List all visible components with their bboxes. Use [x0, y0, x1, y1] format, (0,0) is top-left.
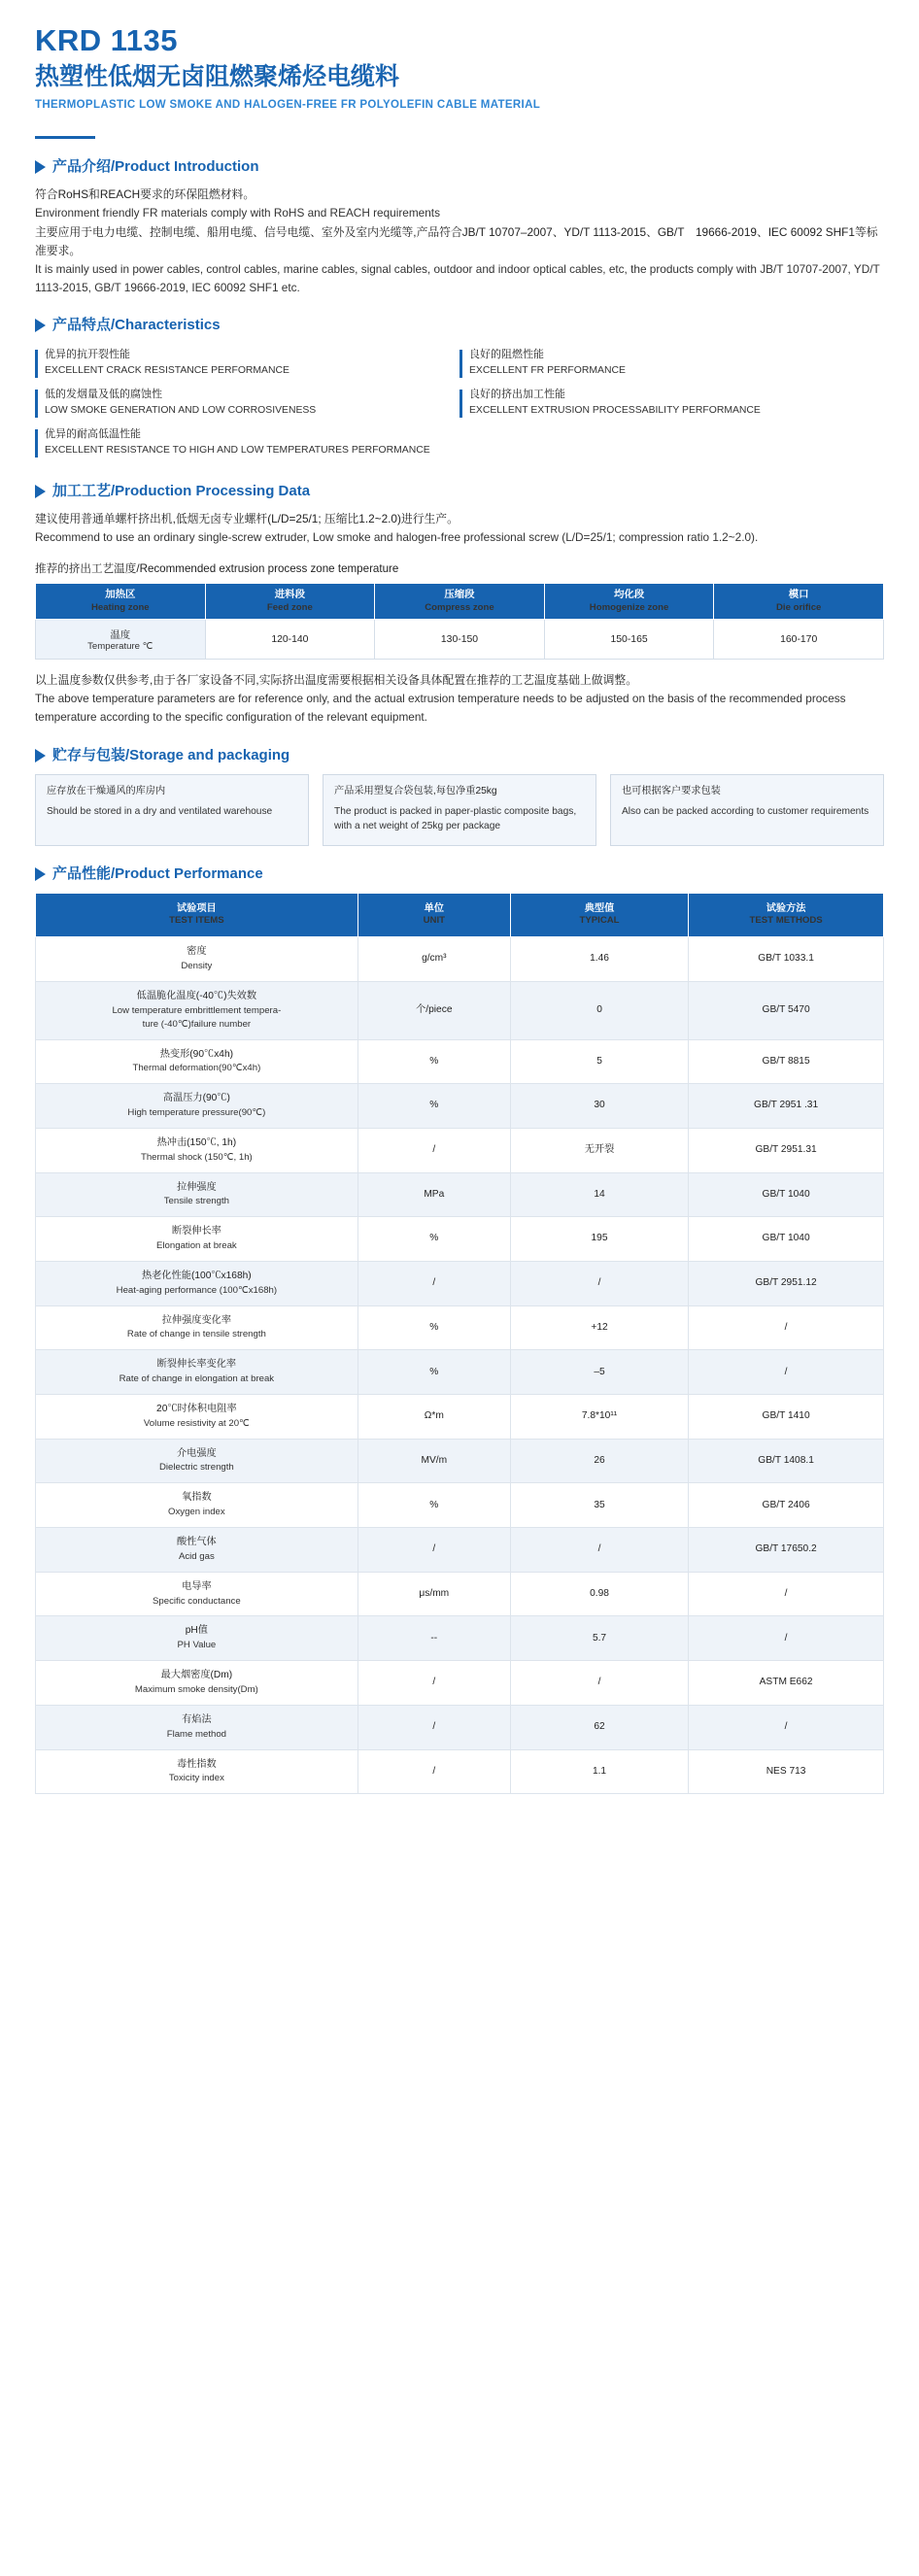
test-item: 氧指数 Oxygen index — [36, 1483, 358, 1528]
test-typical: 30 — [510, 1084, 688, 1129]
temp-header-homogenize: 均化段 Homogenize zone — [544, 584, 714, 620]
bar-marker-icon — [460, 390, 462, 418]
temperature-table-caption: 推荐的挤出工艺温度/Recommended extrusion process zone temperature — [35, 562, 399, 576]
test-typical: 62 — [510, 1705, 688, 1749]
section-title: 加工工艺/Production Processing Data — [52, 483, 311, 499]
test-method: GB/T 17650.2 — [689, 1528, 884, 1573]
performance-rows — [36, 937, 884, 1794]
characteristic-en: EXCELLENT EXTRUSION PROCESSABILITY PERFORMANCE — [469, 404, 761, 416]
storage-text-cn: 产品采用塑复合袋包装,每包净重25kg — [334, 785, 497, 797]
section-product-introduction — [0, 158, 919, 297]
test-item: 密度 Density — [36, 937, 358, 982]
storage-box-custom — [610, 774, 884, 846]
section-title: 贮存与包装/Storage and packaging — [52, 746, 290, 763]
triangle-bullet-icon — [35, 749, 46, 763]
test-unit: MPa — [357, 1172, 510, 1217]
temp-row-label: 温度 Temperature ℃ — [36, 620, 206, 660]
test-unit: % — [357, 1483, 510, 1528]
test-item: 断裂伸长率变化率 Rate of change in elongation at break — [36, 1350, 358, 1395]
test-unit: -- — [357, 1616, 510, 1661]
table-row — [36, 1350, 884, 1395]
characteristics-list — [35, 344, 884, 463]
storage-text-en: Also can be packed according to customer requirements — [622, 806, 869, 818]
test-method: NES 713 — [689, 1749, 884, 1794]
table-row — [36, 981, 884, 1039]
test-method: GB/T 1033.1 — [689, 937, 884, 982]
test-unit: % — [357, 1039, 510, 1084]
list-item — [35, 424, 460, 463]
test-method: / — [689, 1705, 884, 1749]
table-header-row — [36, 584, 884, 620]
test-unit: MV/m — [357, 1439, 510, 1483]
test-unit: μs/mm — [357, 1572, 510, 1616]
test-item: 20℃时体积电阻率 Volume resistivity at 20℃ — [36, 1395, 358, 1440]
test-item: 最大烟密度(Dm) Maximum smoke density(Dm) — [36, 1661, 358, 1706]
test-unit: Ω*m — [357, 1395, 510, 1440]
test-item: 低温脆化温度(-40℃)失效数 Low temperature embrittlement tempera- ture (-40℃)failure number — [36, 981, 358, 1039]
bar-marker-icon — [35, 429, 38, 458]
section-product-performance — [0, 865, 919, 1795]
triangle-bullet-icon — [35, 867, 46, 881]
test-typical: 无开裂 — [510, 1128, 688, 1172]
header-divider — [35, 136, 95, 139]
table-row — [36, 1616, 884, 1661]
table-row — [36, 1039, 884, 1084]
intro-line-1-en: Environment friendly FR materials comply with RoHS and REACH requirements — [35, 206, 440, 220]
test-method: GB/T 2406 — [689, 1483, 884, 1528]
test-method: / — [689, 1572, 884, 1616]
test-method: GB/T 1040 — [689, 1217, 884, 1262]
temp-header-compress: 压缩段 Compress zone — [375, 584, 545, 620]
test-item: 毒性指数 Toxicity index — [36, 1749, 358, 1794]
test-method: GB/T 1410 — [689, 1395, 884, 1440]
table-row — [36, 1395, 884, 1440]
temp-value-homogenize: 150-165 — [544, 620, 714, 660]
triangle-bullet-icon — [35, 485, 46, 498]
product-title-cn: 热塑性低烟无卤阻燃聚烯烃电缆料 — [35, 62, 400, 90]
test-unit: 个/piece — [357, 981, 510, 1039]
characteristic-en: LOW SMOKE GENERATION AND LOW CORROSIVENESS — [45, 404, 317, 416]
test-item: 高温压力(90℃) High temperature pressure(90℃) — [36, 1084, 358, 1129]
table-header-row — [36, 893, 884, 937]
table-row — [36, 1084, 884, 1129]
test-method: GB/T 2951.31 — [689, 1128, 884, 1172]
bar-marker-icon — [460, 350, 462, 378]
storage-boxes — [35, 774, 884, 846]
characteristic-cn: 优异的耐高低温性能 — [45, 427, 141, 440]
table-row — [36, 1305, 884, 1350]
test-item: 有焰法 Flame method — [36, 1705, 358, 1749]
test-typical: / — [510, 1661, 688, 1706]
table-row — [36, 1528, 884, 1573]
table-row — [36, 1749, 884, 1794]
processing-note-en: The above temperature parameters are for reference only, and the actual extrusion temperature needs to be adjusted on the basis of the recommended process temperature according to the specific configuration of the relevant equipment. — [35, 692, 846, 725]
test-item: 介电强度 Dielectric strength — [36, 1439, 358, 1483]
perf-header-items: 试验项目 TEST ITEMS — [36, 893, 358, 937]
characteristic-cn: 优异的抗开裂性能 — [45, 348, 130, 360]
section-heading — [35, 317, 884, 334]
test-item: 拉伸强度变化率 Rate of change in tensile strength — [36, 1305, 358, 1350]
test-typical: 195 — [510, 1217, 688, 1262]
test-typical: 35 — [510, 1483, 688, 1528]
test-typical: 14 — [510, 1172, 688, 1217]
temp-header-zone: 加热区 Heating zone — [36, 584, 206, 620]
test-typical: –5 — [510, 1350, 688, 1395]
temp-header-die: 模口 Die orifice — [714, 584, 884, 620]
storage-text-cn: 也可根据客户要求包装 — [622, 785, 721, 797]
test-method: GB/T 1408.1 — [689, 1439, 884, 1483]
perf-header-methods: 试验方法 TEST METHODS — [689, 893, 884, 937]
characteristic-cn: 良好的阻燃性能 — [469, 348, 544, 360]
test-method: / — [689, 1616, 884, 1661]
section-heading — [35, 483, 884, 500]
test-unit: / — [357, 1261, 510, 1305]
storage-box-packaging — [323, 774, 596, 846]
intro-line-1-cn: 符合RoHS和REACH要求的环保阻燃材料。 — [35, 187, 255, 202]
characteristic-en: EXCELLENT FR PERFORMANCE — [469, 364, 626, 376]
test-method: / — [689, 1350, 884, 1395]
test-unit: / — [357, 1128, 510, 1172]
table-row — [36, 1572, 884, 1616]
storage-text-en: The product is packed in paper-plastic composite bags, with a net weight of 25kg per package — [334, 806, 577, 832]
temp-value-die: 160-170 — [714, 620, 884, 660]
list-item — [460, 384, 884, 424]
product-performance-table — [35, 893, 884, 1795]
intro-line-2-en: It is mainly used in power cables, control cables, marine cables, signal cables, outdoor and indoor optical cables, etc, the products comply with JB/T 10707-2007, YD/T 1113-2015, GB/T 19666-2019, IEC 60092 SHF1 etc. — [35, 261, 880, 294]
test-unit: / — [357, 1749, 510, 1794]
processing-paragraph — [35, 510, 884, 547]
characteristic-en: EXCELLENT CRACK RESISTANCE PERFORMANCE — [45, 364, 289, 376]
test-typical: 5.7 — [510, 1616, 688, 1661]
temp-value-feed: 120-140 — [205, 620, 375, 660]
list-item — [35, 384, 460, 424]
triangle-bullet-icon — [35, 319, 46, 332]
test-unit: / — [357, 1661, 510, 1706]
test-method: GB/T 2951 .31 — [689, 1084, 884, 1129]
table-row — [36, 1261, 884, 1305]
temp-value-compress: 130-150 — [375, 620, 545, 660]
bar-marker-icon — [35, 390, 38, 418]
test-unit: / — [357, 1705, 510, 1749]
storage-text-cn: 应存放在干燥通风的库房内 — [47, 785, 166, 797]
test-unit: / — [357, 1528, 510, 1573]
test-unit: g/cm³ — [357, 937, 510, 982]
section-title: 产品介绍/Product Introduction — [52, 158, 259, 176]
storage-text-en: Should be stored in a dry and ventilated warehouse — [47, 806, 273, 818]
section-characteristics — [0, 317, 919, 463]
table-row — [36, 1217, 884, 1262]
test-typical: 26 — [510, 1439, 688, 1483]
test-typical: +12 — [510, 1305, 688, 1350]
test-typical: 1.46 — [510, 937, 688, 982]
test-method: GB/T 5470 — [689, 981, 884, 1039]
test-unit: % — [357, 1084, 510, 1129]
storage-box-warehouse — [35, 774, 309, 846]
test-method: GB/T 8815 — [689, 1039, 884, 1084]
processing-note-cn: 以上温度参数仅供参考,由于各厂家设备不同,实际挤出温度需要根据相关设备具体配置在推荐的工艺温度基础上做调整。 — [35, 673, 637, 688]
intro-line-2-cn: 主要应用于电力电缆、控制电缆、船用电缆、信号电缆、室外及室内光缆等,产品符合JB/T 10707–2007、YD/T 1113-2015、GB/T 19666-2019、IEC 60092 SHF1等标准要求。 — [35, 224, 878, 257]
characteristic-cn: 良好的挤出加工性能 — [469, 388, 565, 400]
table-row — [36, 937, 884, 982]
test-method: / — [689, 1305, 884, 1350]
section-storage-packaging — [0, 747, 919, 846]
test-item: 断裂伸长率 Elongation at break — [36, 1217, 358, 1262]
product-code: KRD 1135 — [35, 23, 179, 57]
list-item — [35, 344, 460, 384]
characteristic-en: EXCELLENT RESISTANCE TO HIGH AND LOW TEMPERATURES PERFORMANCE — [45, 444, 430, 456]
section-heading — [35, 747, 884, 764]
processing-line-en: Recommend to use an ordinary single-screw extruder, Low smoke and halogen-free professional screw (L/D=25/1; compression ratio 1.2~2.0). — [35, 530, 759, 545]
list-item — [460, 344, 884, 384]
test-typical: 5 — [510, 1039, 688, 1084]
table-row — [36, 1483, 884, 1528]
intro-paragraphs — [35, 186, 884, 297]
table-row — [36, 1128, 884, 1172]
section-title: 产品特点/Characteristics — [52, 316, 221, 333]
extrusion-temperature-table — [35, 583, 884, 660]
table-row — [36, 1172, 884, 1217]
processing-note — [35, 671, 884, 727]
test-method: GB/T 2951.12 — [689, 1261, 884, 1305]
test-item: 电导率 Specific conductance — [36, 1572, 358, 1616]
test-item: 热变形(90℃x4h) Thermal deformation(90℃x4h) — [36, 1039, 358, 1084]
table-row — [36, 620, 884, 660]
temp-header-feed: 进料段 Feed zone — [205, 584, 375, 620]
test-typical: 7.8*10¹¹ — [510, 1395, 688, 1440]
test-item: 热老化性能(100℃x168h) Heat-aging performance (100℃x168h) — [36, 1261, 358, 1305]
test-item: 酸性气体 Acid gas — [36, 1528, 358, 1573]
test-unit: % — [357, 1350, 510, 1395]
perf-header-unit: 单位 UNIT — [357, 893, 510, 937]
triangle-bullet-icon — [35, 160, 46, 174]
test-item: pH值 PH Value — [36, 1616, 358, 1661]
table-row — [36, 1439, 884, 1483]
table-row — [36, 1661, 884, 1706]
section-processing-data — [0, 483, 919, 728]
test-method: GB/T 1040 — [689, 1172, 884, 1217]
section-heading — [35, 865, 884, 883]
characteristic-cn: 低的发烟量及低的腐蚀性 — [45, 388, 162, 400]
test-typical: 1.1 — [510, 1749, 688, 1794]
section-title: 产品性能/Product Performance — [52, 864, 263, 882]
product-title-en: THERMOPLASTIC LOW SMOKE AND HALOGEN-FREE FR POLYOLEFIN CABLE MATERIAL — [35, 99, 541, 112]
bar-marker-icon — [35, 350, 38, 378]
test-unit: % — [357, 1305, 510, 1350]
section-heading — [35, 158, 884, 176]
test-typical: / — [510, 1528, 688, 1573]
test-item: 拉伸强度 Tensile strength — [36, 1172, 358, 1217]
table-row — [36, 1705, 884, 1749]
perf-header-typical: 典型值 TYPICAL — [510, 893, 688, 937]
document-header — [0, 0, 919, 120]
processing-line-cn: 建议使用普通单螺杆挤出机,低烟无卤专业螺杆(L/D=25/1; 压缩比1.2~2.0)进行生产。 — [35, 512, 459, 525]
test-typical: / — [510, 1261, 688, 1305]
test-unit: % — [357, 1217, 510, 1262]
test-method: ASTM E662 — [689, 1661, 884, 1706]
test-typical: 0 — [510, 981, 688, 1039]
test-item: 热冲击(150℃, 1h) Thermal shock (150℃, 1h) — [36, 1128, 358, 1172]
test-typical: 0.98 — [510, 1572, 688, 1616]
